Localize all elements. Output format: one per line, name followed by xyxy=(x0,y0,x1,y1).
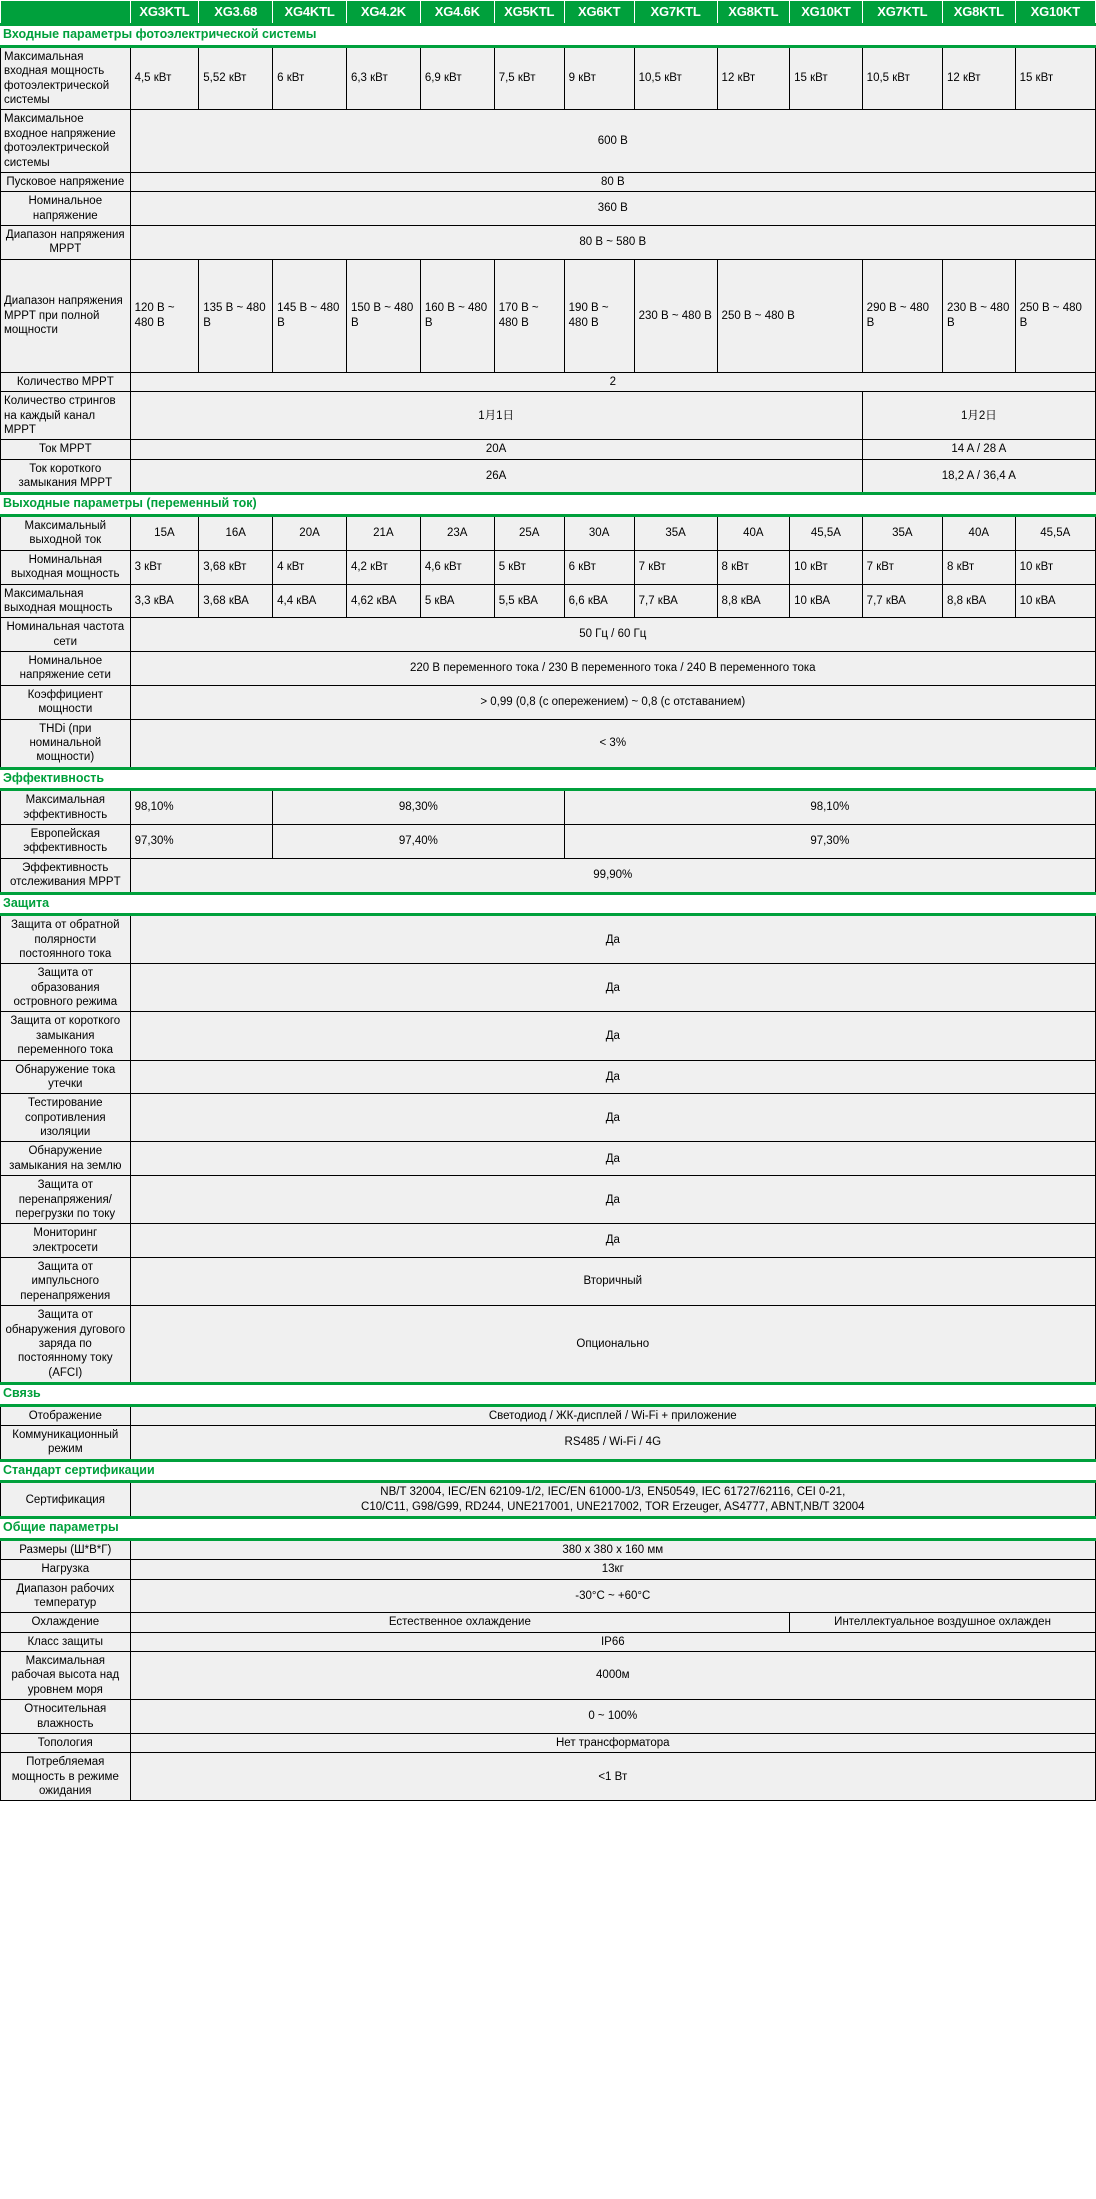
value-standby-power: <1 Вт xyxy=(130,1753,1095,1801)
value-max-output-power-9: 10 кВА xyxy=(790,584,863,618)
value-max-input-power-1: 5,52 кВт xyxy=(199,46,273,110)
row-over-voltage-current xyxy=(1,1176,1096,1224)
certification-line-2: C10/C11, G98/G99, RD244, UNE217001, UNE217002, TOR Erzeuger, AS4777, ABNT,NB/T 32004 xyxy=(361,1500,865,1513)
section-header-communication xyxy=(1,1384,1096,1406)
value-max-input-power-6: 9 кВт xyxy=(564,46,634,110)
value-nominal-output-power-1: 3,68 кВт xyxy=(199,550,273,584)
row-surge-protection xyxy=(1,1258,1096,1306)
value-nominal-output-power-8: 8 кВт xyxy=(717,550,790,584)
row-short-circuit-current xyxy=(1,459,1096,494)
row-max-input-voltage xyxy=(1,110,1096,173)
value-max-input-power-4: 6,9 кВт xyxy=(420,46,494,110)
label-max-efficiency: Максимальная эффективность xyxy=(1,790,131,825)
label-max-altitude: Максимальная рабочая высота над уровнем моря xyxy=(1,1652,131,1700)
label-standby-power: Потребляемая мощность в режиме ожидания xyxy=(1,1753,131,1801)
row-nominal-voltage xyxy=(1,192,1096,226)
row-dimensions xyxy=(1,1539,1096,1559)
section-header-certification xyxy=(1,1460,1096,1482)
value-ground-fault: Да xyxy=(130,1142,1095,1176)
value-ac-short-circuit: Да xyxy=(130,1012,1095,1060)
section-header-output xyxy=(1,494,1096,516)
model-header-7: XG7KTL xyxy=(634,1,717,25)
label-mppt-current: Ток MPPT xyxy=(1,440,131,459)
section-label-certification: Стандарт сертификации xyxy=(1,1460,1096,1482)
label-nominal-output-power: Номинальная выходная мощность xyxy=(1,550,131,584)
value-max-efficiency-0: 98,10% xyxy=(130,790,273,825)
value-max-input-power-12: 15 кВт xyxy=(1015,46,1095,110)
value-nominal-output-power-2: 4 кВт xyxy=(273,550,347,584)
value-euro-efficiency-0: 97,30% xyxy=(130,825,273,859)
value-nominal-output-power-9: 10 кВт xyxy=(790,550,863,584)
row-insulation-test xyxy=(1,1094,1096,1142)
value-euro-efficiency-1: 97,40% xyxy=(273,825,565,859)
row-humidity xyxy=(1,1700,1096,1734)
value-nominal-voltage: 360 В xyxy=(130,192,1095,226)
value-max-output-current-4: 23A xyxy=(420,516,494,551)
value-max-output-power-4: 5 кВА xyxy=(420,584,494,618)
label-mppt-count: Количество MPPT xyxy=(1,372,131,391)
label-ac-short-circuit: Защита от короткого замыкания переменного тока xyxy=(1,1012,131,1060)
value-max-output-current-7: 35A xyxy=(634,516,717,551)
label-protection-class: Класс защиты xyxy=(1,1632,131,1651)
value-max-output-current-8: 40A xyxy=(717,516,790,551)
row-ac-short-circuit xyxy=(1,1012,1096,1060)
value-max-input-voltage: 600 В xyxy=(130,110,1095,173)
value-max-efficiency-2: 98,10% xyxy=(564,790,1095,825)
model-header-10: XG7KTL xyxy=(862,1,942,25)
model-header-2: XG4KTL xyxy=(273,1,347,25)
value-nominal-output-power-0: 3 кВт xyxy=(130,550,199,584)
value-max-input-power-11: 12 кВт xyxy=(943,46,1016,110)
value-max-input-power-7: 10,5 кВт xyxy=(634,46,717,110)
model-header-8: XG8KTL xyxy=(717,1,790,25)
value-protection-class: IP66 xyxy=(130,1632,1095,1651)
model-header-5: XG5KTL xyxy=(494,1,564,25)
value-leakage-current: Да xyxy=(130,1060,1095,1094)
row-grid-voltage xyxy=(1,652,1096,686)
value-start-voltage: 80 В xyxy=(130,172,1095,191)
value-nominal-output-power-6: 6 кВт xyxy=(564,550,634,584)
value-max-output-power-2: 4,4 кВА xyxy=(273,584,347,618)
value-max-input-power-3: 6,3 кВт xyxy=(346,46,420,110)
value-cooling-natural: Естественное охлаждение xyxy=(130,1613,790,1632)
section-label-output: Выходные параметры (переменный ток) xyxy=(1,494,1096,516)
section-header-efficiency xyxy=(1,768,1096,790)
row-mppt-range-full xyxy=(1,259,1096,372)
value-operating-temp: -30°C ~ +60°C xyxy=(130,1579,1095,1613)
row-ground-fault xyxy=(1,1142,1096,1176)
value-mppt-current-a: 20A xyxy=(130,440,862,459)
row-euro-efficiency xyxy=(1,825,1096,859)
value-max-input-power-2: 6 кВт xyxy=(273,46,347,110)
value-max-output-power-0: 3,3 кВА xyxy=(130,584,199,618)
value-mppt-range-full-5: 170 В ~ 480 В xyxy=(494,259,564,372)
label-humidity: Относительная влажность xyxy=(1,1700,131,1734)
section-label-efficiency: Эффективность xyxy=(1,768,1096,790)
row-mppt-range xyxy=(1,226,1096,260)
value-max-output-power-3: 4,62 кВА xyxy=(346,584,420,618)
label-max-output-power: Максимальная выходная мощность xyxy=(1,584,131,618)
row-leakage-current xyxy=(1,1060,1096,1094)
row-cooling xyxy=(1,1613,1096,1632)
section-header-input xyxy=(1,25,1096,47)
row-mppt-current xyxy=(1,440,1096,459)
value-max-output-power-12: 10 кВА xyxy=(1015,584,1095,618)
value-nominal-output-power-3: 4,2 кВт xyxy=(346,550,420,584)
section-label-input: Входные параметры фотоэлектрической системы xyxy=(1,25,1096,47)
value-mppt-range-full-11: 250 В ~ 480 В xyxy=(1015,259,1095,372)
row-max-input-power xyxy=(1,46,1096,110)
value-max-output-current-5: 25A xyxy=(494,516,564,551)
row-anti-islanding xyxy=(1,964,1096,1012)
label-euro-efficiency: Европейская эффективность xyxy=(1,825,131,859)
value-weight: 13кг xyxy=(130,1560,1095,1579)
value-thdi: < 3% xyxy=(130,719,1095,768)
label-operating-temp: Диапазон рабочих температур xyxy=(1,1579,131,1613)
model-header-blank xyxy=(1,1,131,25)
value-mppt-range-full-3: 150 В ~ 480 В xyxy=(346,259,420,372)
label-insulation-test: Тестирование сопротивления изоляции xyxy=(1,1094,131,1142)
row-max-altitude xyxy=(1,1652,1096,1700)
section-header-general xyxy=(1,1518,1096,1540)
label-mppt-efficiency: Эффективность отслеживания MPPT xyxy=(1,858,131,893)
value-mppt-range-full-1: 135 В ~ 480 В xyxy=(199,259,273,372)
label-surge-protection: Защита от импульсного перенапряжения xyxy=(1,1258,131,1306)
value-display: Светодиод / ЖК-дисплей / Wi-Fi + приложение xyxy=(130,1405,1095,1425)
label-nominal-voltage: Номинальное напряжение xyxy=(1,192,131,226)
label-max-input-power: Максимальная входная мощность фотоэлектрической системы xyxy=(1,46,131,110)
value-power-factor: > 0,99 (0,8 (с опережением) ~ 0,8 (с отставанием) xyxy=(130,685,1095,719)
row-dc-reverse-polarity xyxy=(1,915,1096,964)
label-weight: Нагрузка xyxy=(1,1560,131,1579)
value-mppt-range-full-8: 250 В ~ 480 В xyxy=(717,259,862,372)
value-nominal-output-power-7: 7 кВт xyxy=(634,550,717,584)
value-max-output-power-6: 6,6 кВА xyxy=(564,584,634,618)
label-thdi: THDi (при номинальной мощности) xyxy=(1,719,131,768)
value-mppt-range-full-9: 290 В ~ 480 В xyxy=(862,259,942,372)
row-max-output-power xyxy=(1,584,1096,618)
row-topology xyxy=(1,1733,1096,1752)
value-dimensions: 380 x 380 x 160 мм xyxy=(130,1539,1095,1559)
model-header-9: XG10KT xyxy=(790,1,863,25)
section-label-general: Общие параметры xyxy=(1,1518,1096,1540)
value-nominal-output-power-10: 7 кВт xyxy=(862,550,942,584)
label-short-circuit-current: Ток короткого замыкания MPPT xyxy=(1,459,131,494)
model-header-4: XG4.6K xyxy=(420,1,494,25)
row-power-factor xyxy=(1,685,1096,719)
value-max-efficiency-1: 98,30% xyxy=(273,790,565,825)
value-certification xyxy=(130,1482,1095,1518)
value-afci: Опционально xyxy=(130,1306,1095,1384)
label-cooling: Охлаждение xyxy=(1,1613,131,1632)
row-strings-per-mppt xyxy=(1,392,1096,440)
value-mppt-range: 80 В ~ 580 В xyxy=(130,226,1095,260)
row-operating-temp xyxy=(1,1579,1096,1613)
value-max-output-power-11: 8,8 кВА xyxy=(943,584,1016,618)
model-header-3: XG4.2K xyxy=(346,1,420,25)
label-afci: Защита от обнаружения дугового заряда по постоянному току (AFCI) xyxy=(1,1306,131,1384)
label-leakage-current: Обнаружение тока утечки xyxy=(1,1060,131,1094)
label-max-output-current: Максимальный выходной ток xyxy=(1,516,131,551)
value-max-input-power-10: 10,5 кВт xyxy=(862,46,942,110)
value-strings-per-mppt-a: 1月1日 xyxy=(130,392,862,440)
value-over-voltage-current: Да xyxy=(130,1176,1095,1224)
label-grid-frequency: Номинальная частота сети xyxy=(1,618,131,652)
label-power-factor: Коэффициент мощности xyxy=(1,685,131,719)
row-standby-power xyxy=(1,1753,1096,1801)
value-max-output-current-6: 30A xyxy=(564,516,634,551)
label-over-voltage-current: Защита от перенапряжения/перегрузки по току xyxy=(1,1176,131,1224)
value-max-input-power-9: 15 кВт xyxy=(790,46,863,110)
value-mppt-range-full-2: 145 В ~ 480 В xyxy=(273,259,347,372)
value-max-output-current-10: 35A xyxy=(862,516,942,551)
value-dc-reverse-polarity: Да xyxy=(130,915,1095,964)
value-topology: Нет трансформатора xyxy=(130,1733,1095,1752)
label-topology: Топология xyxy=(1,1733,131,1752)
value-insulation-test: Да xyxy=(130,1094,1095,1142)
row-mppt-efficiency xyxy=(1,858,1096,893)
value-grid-voltage: 220 В переменного тока / 230 В переменного тока / 240 В переменного тока xyxy=(130,652,1095,686)
model-header-6: XG6KT xyxy=(564,1,634,25)
value-mppt-range-full-4: 160 В ~ 480 В xyxy=(420,259,494,372)
value-nominal-output-power-12: 10 кВт xyxy=(1015,550,1095,584)
value-communication-mode: RS485 / Wi-Fi / 4G xyxy=(130,1426,1095,1461)
value-cooling-smart: Интеллектуальное воздушное охлажден xyxy=(790,1613,1096,1632)
value-surge-protection: Вторичный xyxy=(130,1258,1095,1306)
label-dimensions: Размеры (Ш*В*Г) xyxy=(1,1539,131,1559)
model-header-row xyxy=(1,1,1096,25)
row-start-voltage xyxy=(1,172,1096,191)
label-anti-islanding: Защита от образования островного режима xyxy=(1,964,131,1012)
label-start-voltage: Пусковое напряжение xyxy=(1,172,131,191)
label-mppt-range: Диапазон напряжения MPPT xyxy=(1,226,131,260)
section-header-protection xyxy=(1,893,1096,915)
row-mppt-count xyxy=(1,372,1096,391)
value-max-output-power-8: 8,8 кВА xyxy=(717,584,790,618)
value-grid-monitoring: Да xyxy=(130,1224,1095,1258)
row-display xyxy=(1,1405,1096,1425)
value-max-output-current-11: 40A xyxy=(943,516,1016,551)
value-mppt-range-full-7: 230 В ~ 480 В xyxy=(634,259,717,372)
value-mppt-efficiency: 99,90% xyxy=(130,858,1095,893)
value-max-output-power-1: 3,68 кВА xyxy=(199,584,273,618)
model-header-1: XG3.68 xyxy=(199,1,273,25)
label-dc-reverse-polarity: Защита от обратной полярности постоянного тока xyxy=(1,915,131,964)
row-thdi xyxy=(1,719,1096,768)
model-header-12: XG10KT xyxy=(1015,1,1095,25)
label-mppt-range-full: Диапазон напряжения MPPT при полной мощности xyxy=(1,259,131,372)
row-afci xyxy=(1,1306,1096,1384)
value-max-output-current-3: 21A xyxy=(346,516,420,551)
row-communication-mode xyxy=(1,1426,1096,1461)
value-max-output-power-5: 5,5 кВА xyxy=(494,584,564,618)
model-header-11: XG8KTL xyxy=(943,1,1016,25)
value-max-input-power-8: 12 кВт xyxy=(717,46,790,110)
row-nominal-output-power xyxy=(1,550,1096,584)
value-grid-frequency: 50 Гц / 60 Гц xyxy=(130,618,1095,652)
section-label-communication: Связь xyxy=(1,1384,1096,1406)
value-max-output-current-2: 20A xyxy=(273,516,347,551)
value-short-circuit-a: 26A xyxy=(130,459,862,494)
value-anti-islanding: Да xyxy=(130,964,1095,1012)
value-mppt-current-b: 14 A / 28 A xyxy=(862,440,1095,459)
section-label-protection: Защита xyxy=(1,893,1096,915)
row-max-output-current xyxy=(1,516,1096,551)
label-ground-fault: Обнаружение замыкания на землю xyxy=(1,1142,131,1176)
value-strings-per-mppt-b: 1月2日 xyxy=(862,392,1095,440)
row-protection-class xyxy=(1,1632,1096,1651)
value-max-input-power-5: 7,5 кВт xyxy=(494,46,564,110)
value-humidity: 0 ~ 100% xyxy=(130,1700,1095,1734)
row-grid-frequency xyxy=(1,618,1096,652)
row-weight xyxy=(1,1560,1096,1579)
label-certification: Сертификация xyxy=(1,1482,131,1518)
label-grid-monitoring: Мониторинг электросети xyxy=(1,1224,131,1258)
value-max-output-power-10: 7,7 кВА xyxy=(862,584,942,618)
value-max-output-current-9: 45,5A xyxy=(790,516,863,551)
value-mppt-range-full-0: 120 В ~ 480 В xyxy=(130,259,199,372)
value-nominal-output-power-5: 5 кВт xyxy=(494,550,564,584)
model-header-0: XG3KTL xyxy=(130,1,199,25)
row-grid-monitoring xyxy=(1,1224,1096,1258)
value-mppt-range-full-6: 190 В ~ 480 В xyxy=(564,259,634,372)
value-max-output-current-12: 45,5A xyxy=(1015,516,1095,551)
value-nominal-output-power-4: 4,6 кВт xyxy=(420,550,494,584)
value-euro-efficiency-2: 97,30% xyxy=(564,825,1095,859)
label-display: Отображение xyxy=(1,1405,131,1425)
value-max-input-power-0: 4,5 кВт xyxy=(130,46,199,110)
value-max-output-current-1: 16A xyxy=(199,516,273,551)
row-max-efficiency xyxy=(1,790,1096,825)
certification-line-1: NB/T 32004, IEC/EN 62109-1/2, IEC/EN 61000-1/3, EN50549, IEC 61727/62116, CEI 0-21, xyxy=(380,1486,846,1499)
label-max-input-voltage: Максимальное входное напряжение фотоэлектрической системы xyxy=(1,110,131,173)
value-max-output-current-0: 15A xyxy=(130,516,199,551)
value-nominal-output-power-11: 8 кВт xyxy=(943,550,1016,584)
value-short-circuit-b: 18,2 A / 36,4 A xyxy=(862,459,1095,494)
row-certification xyxy=(1,1482,1096,1518)
value-mppt-count: 2 xyxy=(130,372,1095,391)
value-max-output-power-7: 7,7 кВА xyxy=(634,584,717,618)
label-grid-voltage: Номинальное напряжение сети xyxy=(1,652,131,686)
label-strings-per-mppt: Количество стрингов на каждый канал MPPT xyxy=(1,392,131,440)
label-communication-mode: Коммуникационный режим xyxy=(1,1426,131,1461)
value-mppt-range-full-10: 230 В ~ 480 В xyxy=(943,259,1016,372)
value-max-altitude: 4000м xyxy=(130,1652,1095,1700)
